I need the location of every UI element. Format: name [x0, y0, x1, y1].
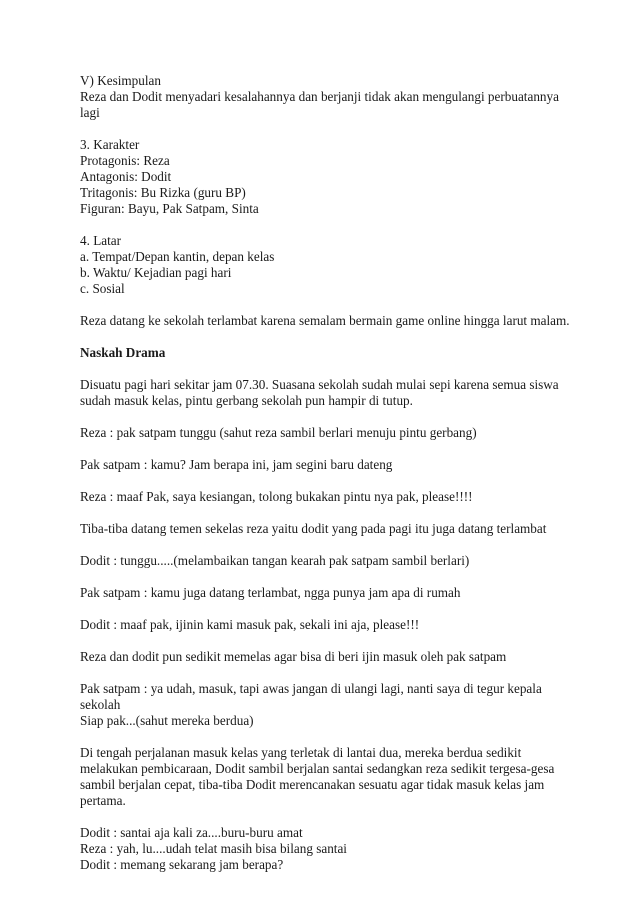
- spacer: [80, 729, 570, 745]
- script-line: Siap pak...(sahut mereka berdua): [80, 713, 254, 728]
- latar-line: b. Waktu/ Kejadian pagi hari: [80, 265, 232, 280]
- spacer: [80, 505, 570, 521]
- script-line: Pak satpam : kamu juga datang terlambat, ngga punya jam apa di rumah: [80, 585, 461, 600]
- script-line: sekolah: [80, 697, 121, 712]
- script-block: [80, 585, 570, 601]
- script-line: Dodit : santai aja kali za....buru-buru amat: [80, 825, 303, 840]
- script-line: Dodit : maaf pak, ijinin kami masuk pak, sekali ini aja, please!!!: [80, 617, 420, 632]
- spacer: [80, 409, 570, 425]
- spacer: [80, 441, 570, 457]
- script-line: Reza : yah, lu....udah telat masih bisa bilang santai: [80, 841, 347, 856]
- spacer: [80, 809, 570, 825]
- karakter-line: Antagonis: Dodit: [80, 169, 172, 184]
- latar-line: c. Sosial: [80, 281, 125, 296]
- spacer: [80, 601, 570, 617]
- script-line: Disuatu pagi hari sekitar jam 07.30. Suasana sekolah sudah mulai sepi karena semua siswa: [80, 377, 559, 392]
- spacer: [80, 665, 570, 681]
- script-block: [80, 457, 570, 473]
- script-line: sudah masuk kelas, pintu gerbang sekolah pun hampir di tutup.: [80, 393, 413, 408]
- script-block: [80, 553, 570, 569]
- spacer: [80, 633, 570, 649]
- script-block: [80, 489, 570, 505]
- spacer: [80, 537, 570, 553]
- kesimpulan-line: lagi: [80, 105, 100, 120]
- script-block: [80, 617, 570, 633]
- karakter-line: Protagonis: Reza: [80, 153, 170, 168]
- karakter-heading: 3. Karakter: [80, 137, 140, 152]
- script-line: Dodit : memang sekarang jam berapa?: [80, 857, 284, 872]
- script-block: [80, 377, 570, 409]
- script-line: melakukan pembicaraan, Dodit sambil berjalan santai sedangkan reza sedikit tergesa-gesa: [80, 761, 555, 776]
- script-block: [80, 425, 570, 441]
- document-page: [80, 73, 570, 873]
- spacer: [80, 297, 570, 313]
- script-line: Reza : pak satpam tunggu (sahut reza sambil berlari menuju pintu gerbang): [80, 425, 477, 440]
- script-block: [80, 745, 570, 809]
- script-line: Di tengah perjalanan masuk kelas yang terletak di lantai dua, mereka berdua sedikit: [80, 745, 522, 760]
- script-line: Tiba-tiba datang temen sekelas reza yaitu dodit yang pada pagi itu juga datang terlambat: [80, 521, 547, 536]
- script-line: Reza : maaf Pak, saya kesiangan, tolong bukakan pintu nya pak, please!!!!: [80, 489, 473, 504]
- script-line: Dodit : tunggu.....(melambaikan tangan kearah pak satpam sambil berlari): [80, 553, 470, 568]
- script-line: Pak satpam : ya udah, masuk, tapi awas jangan di ulangi lagi, nanti saya di tegur kepala: [80, 681, 542, 696]
- spacer: [80, 361, 570, 377]
- spacer: [80, 473, 570, 489]
- script-block: [80, 825, 570, 873]
- latar-line: a. Tempat/Depan kantin, depan kelas: [80, 249, 275, 264]
- karakter-line: Tritagonis: Bu Rizka (guru BP): [80, 185, 246, 200]
- script-blocks: [80, 377, 570, 873]
- intro-paragraph: Reza datang ke sekolah terlambat karena semalam bermain game online hingga larut malam.: [80, 313, 570, 328]
- latar-heading: 4. Latar: [80, 233, 122, 248]
- script-line: Pak satpam : kamu? Jam berapa ini, jam segini baru dateng: [80, 457, 393, 472]
- kesimpulan-heading: V) Kesimpulan: [80, 73, 161, 88]
- spacer: [80, 569, 570, 585]
- script-block: [80, 649, 570, 665]
- script-block: [80, 681, 570, 729]
- spacer: [80, 217, 570, 233]
- script-line: Reza dan dodit pun sedikit memelas agar bisa di beri ijin masuk oleh pak satpam: [80, 649, 507, 664]
- kesimpulan-line: Reza dan Dodit menyadari kesalahannya dan berjanji tidak akan mengulangi perbuatannya: [80, 89, 559, 104]
- karakter-line: Figuran: Bayu, Pak Satpam, Sinta: [80, 201, 259, 216]
- script-line: pertama.: [80, 793, 126, 808]
- script-line: sambil berjalan cepat, tiba-tiba Dodit merencanakan sesuatu agar tidak masuk kelas jam: [80, 777, 545, 792]
- spacer: [80, 329, 570, 345]
- spacer: [80, 121, 570, 137]
- script-block: [80, 521, 570, 537]
- naskah-title: Naskah Drama: [80, 345, 166, 360]
